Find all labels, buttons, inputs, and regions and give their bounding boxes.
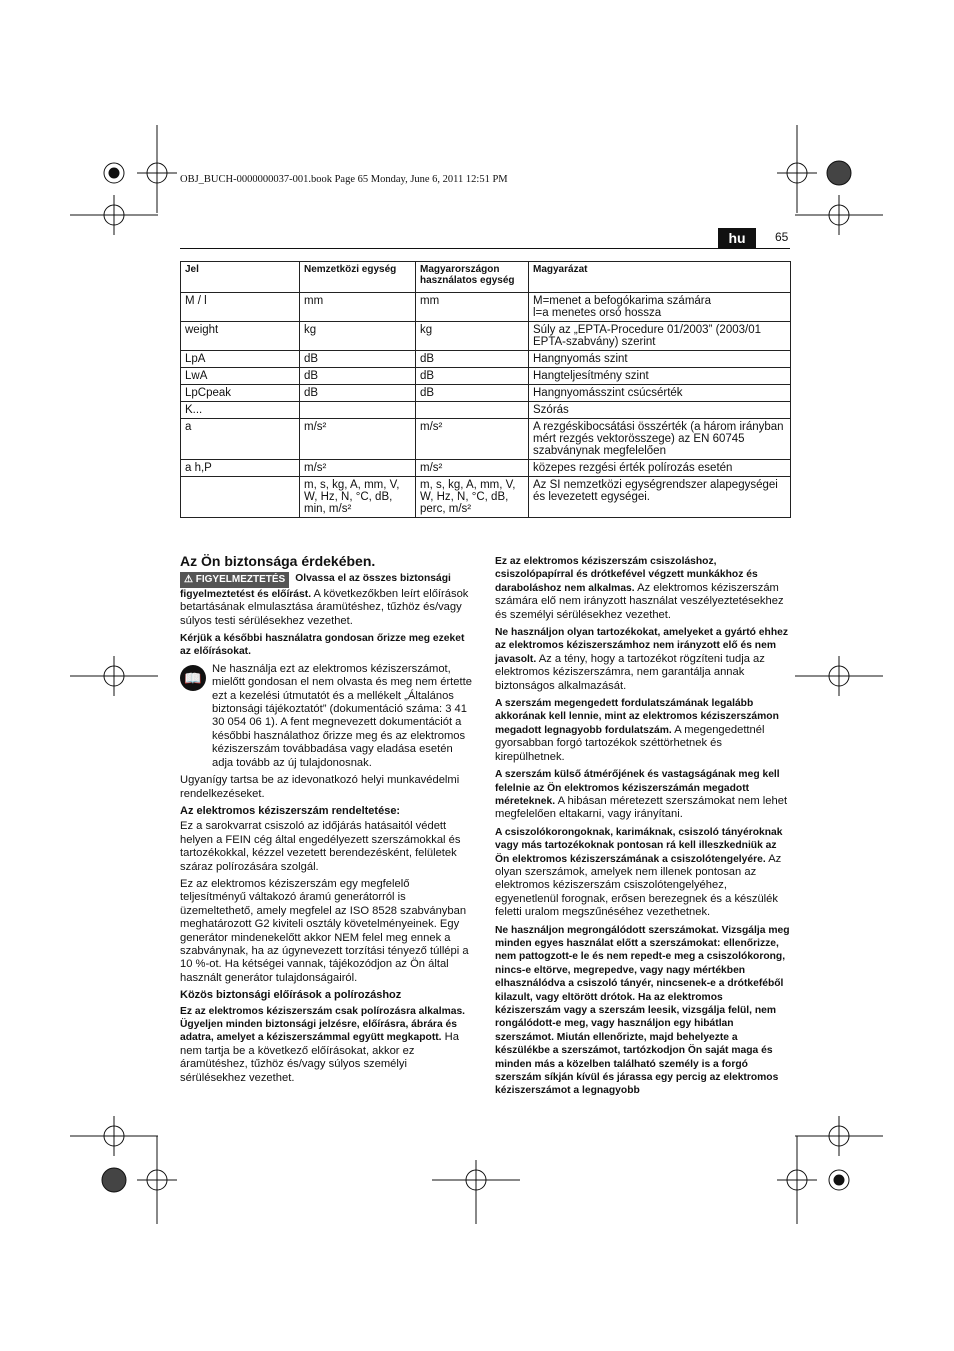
table-cell: LpCpeak bbox=[181, 385, 300, 402]
table-cell: K... bbox=[181, 402, 300, 419]
page-number: 65 bbox=[775, 230, 789, 244]
rule-bold: Ez az elektromos kéziszerszám csiszoláshoz, csiszolópapírral és drótkefével végzett munkákhoz és daraboláshoz nem alkalmas. bbox=[495, 556, 758, 594]
warning-text: A következőkben leírt előírások betartásának elmulasztása áramütéshez, tűzhöz és/vagy súlyos testi sérülésekhez vezethet. bbox=[180, 587, 469, 627]
left-column bbox=[180, 555, 475, 1089]
rule-5 bbox=[495, 826, 791, 920]
table-cell: kg bbox=[300, 322, 416, 351]
keep-instructions: Kérjük a későbbi használatra gondosan őrizze meg ezeket az előírásokat. bbox=[180, 633, 465, 658]
table-cell bbox=[181, 477, 300, 518]
table-cell: kg bbox=[416, 322, 529, 351]
table-cell: Hangnyomás szint bbox=[529, 351, 791, 368]
language-badge: hu bbox=[718, 228, 756, 248]
table-cell: mm bbox=[300, 293, 416, 322]
table-cell bbox=[300, 402, 416, 419]
rule-1 bbox=[495, 555, 791, 622]
rule-text: Az a tény, hogy a tartozékot rögzíteni tudja az elektromos kéziszerszámra, nem garantálja annak biztonságos alkalmazását. bbox=[495, 652, 765, 692]
rule-text: Az elektromos kéziszerszám számára elő nem irányzott használat veszélyeztetésekhez és személyi sérülésekhez vezethet. bbox=[495, 581, 784, 621]
table-cell: dB bbox=[416, 385, 529, 402]
table-cell: m/s² bbox=[300, 460, 416, 477]
rule-6 bbox=[495, 924, 791, 1098]
table-cell: weight bbox=[181, 322, 300, 351]
table-cell: M / l bbox=[181, 293, 300, 322]
read-manual-icon: 📖 bbox=[180, 665, 206, 691]
table-cell: Hangteljesítmény szint bbox=[529, 368, 791, 385]
table-row bbox=[181, 385, 791, 402]
common-text: Ha nem tartja be a következő előírásokat, akkor ez áramütéshez, tűzhöz és/vagy súlyos személyi sérülésekhez vezethet. bbox=[180, 1031, 459, 1084]
table-cell: dB bbox=[416, 368, 529, 385]
table-row bbox=[181, 460, 791, 477]
col-header: Nemzetközi egység bbox=[300, 262, 416, 293]
table-row bbox=[181, 419, 791, 460]
table-cell: m/s² bbox=[300, 419, 416, 460]
intended-use-heading: Az elektromos kéziszerszám rendeltetése: bbox=[180, 804, 401, 817]
header-rule bbox=[180, 248, 790, 249]
col-header: Magyarországon használatos egység bbox=[416, 262, 529, 293]
rule-bold: Ne használjon olyan tartozékokat, amelyeket a gyártó ehhez az elektromos kéziszerszámhoz nem irányzott elő és nem javasolt. bbox=[495, 627, 788, 665]
intended-use-2: Ez az elektromos kéziszerszám egy megfelelő teljesítményű váltakozó áramú generátorról is üzemeltethető, amely megfelel az ISO 8528 szabványban meghatározott G2 kiviteli osztály követelményeinek. Egy generátor mindenekelőtt akkor NEM felel meg ennek a szabványnak, ha az úgynevezett torzítási tényező túllépi a 10 %-ot. Ha kétségei vannak, tájékozódjon az Ön által használt generátor tulajdonságairól. bbox=[180, 877, 469, 984]
warning-bold: Olvassa el az összes biztonsági figyelmeztetést és előírást. bbox=[180, 573, 451, 600]
common-bold: Ez az elektromos kéziszerszám csak polírozásra alkalmas. Ügyeljen minden biztonsági jelzésre, előírásra, ábrára és adatra, amelyet a kéziszerszámmal együtt megkapott. bbox=[180, 1005, 466, 1044]
table-cell: m, s, kg, A, mm, V, W, Hz, N, °C, dB, perc, m/s² bbox=[416, 477, 529, 518]
table-cell: dB bbox=[300, 351, 416, 368]
table-row bbox=[181, 322, 791, 351]
table-cell: A rezgéskibocsátási összérték (a három irányban mért rezgés vektorösszege) az EN 60745 szabványnak megfelelően bbox=[529, 419, 791, 460]
right-column bbox=[495, 555, 791, 1102]
intended-use-1: Ez a sarokvarrat csiszoló az időjárás hatásaitól védett helyen a FEIN cég által engedélyezett szerszámokkal és tartozékokkal, kézzel vezetett berendezésként, felületek száraz polírozására szolgál. bbox=[180, 820, 461, 873]
common-safety bbox=[180, 1005, 475, 1085]
table-row bbox=[181, 402, 791, 419]
rule-bold: A szerszám megengedett fordulatszámának legalább akkorának kell lennie, mint az elektromos kéziszerszámon megadott legnagyobb fordulatszám. bbox=[495, 698, 779, 736]
rule-bold: A szerszám külső átmérőjének és vastagságának meg kell felelnie az Ön elektromos kéziszerszámán megadott méreteknek. bbox=[495, 769, 780, 807]
table-cell: a h,P bbox=[181, 460, 300, 477]
rule-text: Az olyan szerszámok, amelyek nem illenek pontosan az elektromos kéziszerszám csiszolótengelyéhez, egyenetlenül forognak, erősen berezegnek és a készülék feletti uralom megszűnéséhez vezethetnek. bbox=[495, 852, 782, 919]
common-safety-heading: Közös biztonsági előírások a polírozáshoz bbox=[180, 989, 402, 1002]
col-header: Jel bbox=[181, 262, 300, 293]
table-cell: Súly az „EPTA-Procedure 01/2003” (2003/01 EPTA-szabvány) szerint bbox=[529, 322, 791, 351]
table-cell: mm bbox=[416, 293, 529, 322]
table-cell: Szórás bbox=[529, 402, 791, 419]
section-title: Az Ön biztonsága érdekében. bbox=[180, 553, 376, 569]
table-cell: dB bbox=[300, 368, 416, 385]
col-header: Magyarázat bbox=[529, 262, 791, 293]
table-cell: Az SI nemzetközi egységrendszer alapegységei és levezetett egységei. bbox=[529, 477, 791, 518]
rule-3 bbox=[495, 697, 791, 764]
table-row bbox=[181, 368, 791, 385]
units-table bbox=[180, 261, 791, 518]
table-cell bbox=[416, 402, 529, 419]
table-cell: M=menet a befogókarima számára l=a menetes orsó hossza bbox=[529, 293, 791, 322]
table-cell: dB bbox=[300, 385, 416, 402]
table-cell: Hangnyomásszint csúcsérték bbox=[529, 385, 791, 402]
warning-label: FIGYELMEZTETÉS bbox=[195, 574, 286, 586]
table-cell: LwA bbox=[181, 368, 300, 385]
rule-bold: Ne használjon megrongálódott szerszámokat. Vizsgálja meg minden egyes használat előtt a szerszámokat: ellenőrizze, nem pattogzott-e le és nem repedt-e meg a csiszolókorong, nincs-e eltörve, megrepedve, vagy nagy mértékben elhasználódva a csiszoló tányér, nincsenek-e a drótkeféből kilazult, vagy eltörött drótok. Ha az elektromos kéziszerszám vagy a szerszám leesik, vizsgálja felül, nem rongálódott-e meg, vagy használjon egy hibátlan szerszámot. Miután ellenőrizte, majd behelyezte a készülékbe a szerszámot, tartózkodjon Ön saját maga és minden más a közelben található személy is a forgó szerszám síkján kívül és járassa egy percig az elektromos kéziszerszámot a legnagyobb bbox=[495, 924, 790, 1097]
table-row bbox=[181, 477, 791, 518]
warning-paragraph bbox=[180, 572, 475, 628]
rule-4 bbox=[495, 768, 791, 822]
safety-rules: Ugyanígy tartsa be az idevonatkozó helyi munkavédelmi rendelkezéseket. bbox=[180, 774, 460, 800]
table-cell: LpA bbox=[181, 351, 300, 368]
manual-text: Ne használja ezt az elektromos kéziszerszámot, mielőtt gondosan el nem olvasta és meg nem értette ezt a kezelési útmutatót és a mellékelt „Általános biztonsági tájékoztatót” (dokumentáció száma: 3 41 30 054 06 1). A fent megnevezett dokumentációt a későbbi használathoz őrizze meg és az elektromos kéziszerszám továbbadása vagy eladása esetén adja tovább az új tulajdonosnak. bbox=[212, 662, 472, 769]
rule-2 bbox=[495, 626, 791, 693]
table-cell: m/s² bbox=[416, 460, 529, 477]
table-cell: m/s² bbox=[416, 419, 529, 460]
rule-text: A megengedettnél gyorsabban forgó tartozékok széttörhetnek és kirepülhetnek. bbox=[495, 723, 765, 763]
rule-bold: A csiszolókorongoknak, karimáknak, csiszoló tányéroknak vagy más tartozékoknak pontosan rá kell illeszkedniük az Ön elektromos kéziszerszámának a csiszolótengelyére. bbox=[495, 826, 783, 865]
table-cell: közepes rezgési érték polírozás esetén bbox=[529, 460, 791, 477]
table-row bbox=[181, 293, 791, 322]
warning-badge: ⚠ FIGYELMEZTETÉS bbox=[180, 572, 289, 587]
file-info: OBJ_BUCH-0000000037-001.book Page 65 Monday, June 6, 2011 12:51 PM bbox=[180, 174, 508, 185]
manual-notice bbox=[180, 663, 475, 774]
table-cell: dB bbox=[416, 351, 529, 368]
table-cell: a bbox=[181, 419, 300, 460]
table-cell: m, s, kg, A, mm, V, W, Hz, N, °C, dB, min, m/s² bbox=[300, 477, 416, 518]
rule-text: A hibásan méretezett szerszámokat nem lehet megfelelően eltakarni, vagy irányítani. bbox=[495, 794, 788, 821]
table-row bbox=[181, 351, 791, 368]
